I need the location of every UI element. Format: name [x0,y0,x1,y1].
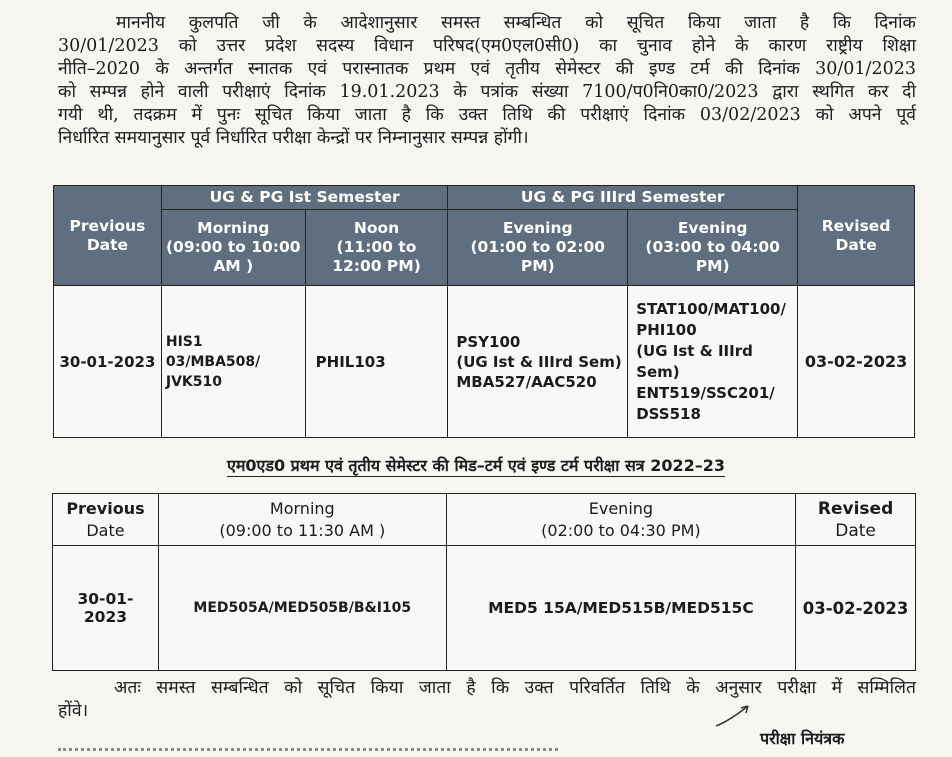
cell-line: (UG Ist & IIIrd Sem) [456,352,622,371]
cell-previous-date: 30-01-2023 [54,286,162,438]
cell-line: (UG Ist & IIIrd Sem) [636,341,753,381]
header-line: Revised [817,498,894,519]
table-row [54,286,915,438]
med-exam-heading-text: एम0एड0 प्रथम एवं तृतीय सेमेस्टर की मिड–टर्म एवं इण्ड टर्म परीक्षा सत्र 2022–23 [226,456,726,475]
cell-revised-date: 03-02-2023 [796,546,916,671]
intro-line: नीति–2020 के अन्तर्गत स्नातक एवं परास्नातक प्रथम एवं तृतीय सेमेस्टर की इण्ड टर्म की दिनांक 30/01/2023 [58,59,916,79]
cell-line: 03/MBA508/ [165,353,261,370]
header-evening-1-label: Evening [502,219,573,237]
intro-line: 30/01/2023 को उत्तर प्रदेश सदस्य विधान परिषद(एम0एल0सी0) का चुनाव होने के कारण राष्ट्रीय शिक्षा [58,36,916,56]
header-morning-time: (09:00 to 10:00 AM ) [165,238,301,275]
cell-line: HIS1 [165,333,203,350]
header-revised-date [796,494,916,546]
header-morning [161,210,305,286]
cell-previous-date: 30-01-2023 [53,546,159,671]
header-evening-2-label: Evening [677,219,748,237]
cell-line: PHI100 [636,320,697,339]
intro-line: गयी थी, तदक्रम में पुनः सूचित किया जाता है कि उक्त तिथि की परीक्षाएं दिनांक 03/02/2023 को अपने पूर्व [58,105,916,125]
intro-line: माननीय कुलपति जी के आदेशानुसार समस्त सम्बन्धित को सूचित किया जाता है कि दिनांक [116,13,916,33]
med-exam-heading [0,454,952,476]
cell-evening: MED5 15A/MED515B/MED515C [446,546,795,671]
cell-line: STAT100/MAT100/ [636,299,786,318]
header-previous-date: Previous Date [54,186,162,286]
cell-noon: PHIL103 [305,286,448,438]
footer-line: होंवे। [58,701,89,721]
header-noon-label: Noon [353,219,400,237]
footer-paragraph [58,677,916,723]
header-noon [305,210,448,286]
header-morning [158,494,446,546]
intro-line: निर्धारित समयानुसार पूर्व निर्धारित परीक्षा केन्द्रों पर निम्नानुसार सम्पन्न होंगी। [58,128,529,148]
header-evening-2-time: (03:00 to 04:00 PM) [645,238,780,275]
intro-paragraph [58,12,916,150]
signature-title: परीक्षा नियंत्रक [760,729,845,748]
header-revised-date: Revised Date [798,186,915,286]
header-noon-time: (11:00 to 12:00 PM) [332,238,421,275]
header-evening-1 [448,210,628,286]
cell-line: JVK510 [165,373,222,390]
header-ug-pg-third-sem: UG & PG IIIrd Semester [448,186,798,210]
schedule-table-med [52,493,916,671]
header-evening-1-time: (01:00 to 02:00 PM) [470,238,606,275]
cell-line: DSS518 [636,404,701,423]
header-line: (02:00 to 04:30 PM) [541,520,701,540]
header-line: Previous [66,498,145,518]
schedule-table-ug-pg [53,185,915,438]
header-ug-pg-first-sem: UG & PG Ist Semester [161,186,447,210]
cell-evening-2 [628,286,798,438]
header-line: Evening [588,498,654,518]
footer-line: अतः समस्त सम्बन्धित को सूचित किया जाता है कि उक्त परिवर्तित तिथि के अनुसार परीक्षा में सम्मिलित [114,678,916,698]
header-previous-date [53,494,159,546]
header-line: Morning [269,498,335,518]
header-line: Date [835,520,876,541]
cell-evening-1 [448,286,628,438]
signature-arrow-icon [712,700,762,730]
header-evening [446,494,795,546]
cell-morning: MED505A/MED505B/B&I105 [158,546,446,671]
cell-line: ENT519/SSC201/ [636,383,775,402]
cell-revised-date: 03-02-2023 [798,286,915,438]
header-line: (09:00 to 11:30 AM ) [219,520,386,540]
intro-line: को सम्पन्न होने वाली परीक्षाएं दिनांक 19.01.2023 के पत्रांक संख्या 7100/प0नि0का0/2023 द्वारा स्थगित कर दी [58,82,916,102]
table-row [53,546,916,671]
cell-line: PSY100 [456,332,521,351]
cut-off-line [58,748,558,757]
header-evening-2 [628,210,798,286]
cell-morning [161,286,305,438]
header-morning-label: Morning [197,219,270,237]
cell-line: MBA527/AAC520 [456,372,597,391]
header-line: Date [86,520,125,540]
